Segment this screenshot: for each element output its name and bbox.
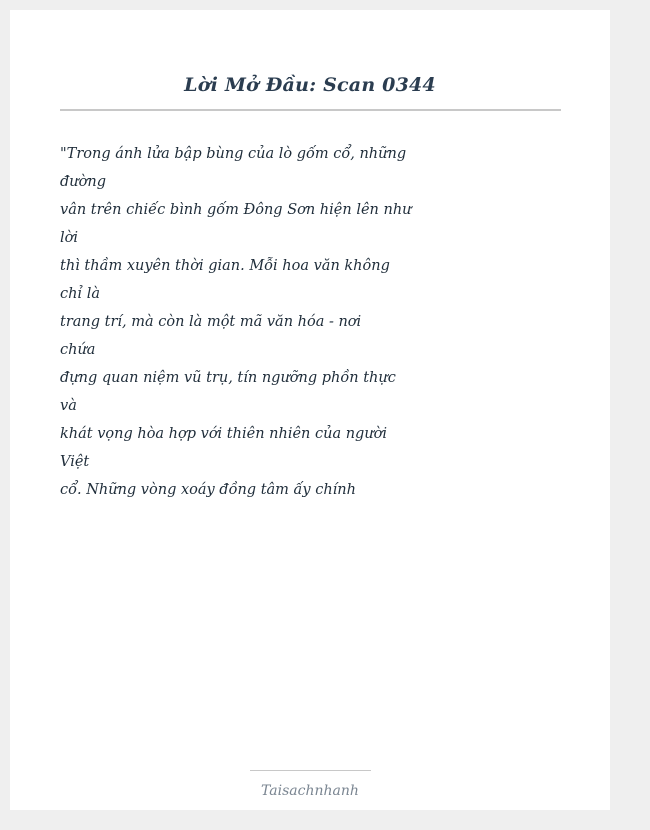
text-line: và <box>60 398 77 414</box>
text-line: trang trí, mà còn là một mã văn hóa - nơi <box>60 314 362 330</box>
footer-brand: Taisachnhanh <box>261 783 359 799</box>
text-line: "Trong ánh lửa bập bùng của lò gốm cổ, những <box>60 146 407 162</box>
text-line: chứa <box>60 342 96 358</box>
document-page <box>10 10 610 810</box>
text-line: thì thầm xuyên thời gian. Mỗi hoa văn không <box>60 258 390 274</box>
title-divider <box>60 109 561 111</box>
text-line: đựng quan niệm vũ trụ, tín ngưỡng phồn thực <box>60 370 396 386</box>
text-line: cổ. Những vòng xoáy đồng tâm ấy chính <box>60 482 356 498</box>
text-line: vân trên chiếc bình gốm Đông Sơn hiện lên như <box>60 202 412 218</box>
text-line: lời <box>60 230 79 246</box>
text-line: đường <box>60 174 106 190</box>
text-line: chỉ là <box>60 286 100 302</box>
footer-divider <box>250 770 371 771</box>
page-title: Lời Mở Đầu: Scan 0344 <box>184 74 436 96</box>
text-line: khát vọng hòa hợp với thiên nhiên của người <box>60 426 388 442</box>
text-line: Việt <box>60 454 90 470</box>
body-text <box>60 140 412 504</box>
